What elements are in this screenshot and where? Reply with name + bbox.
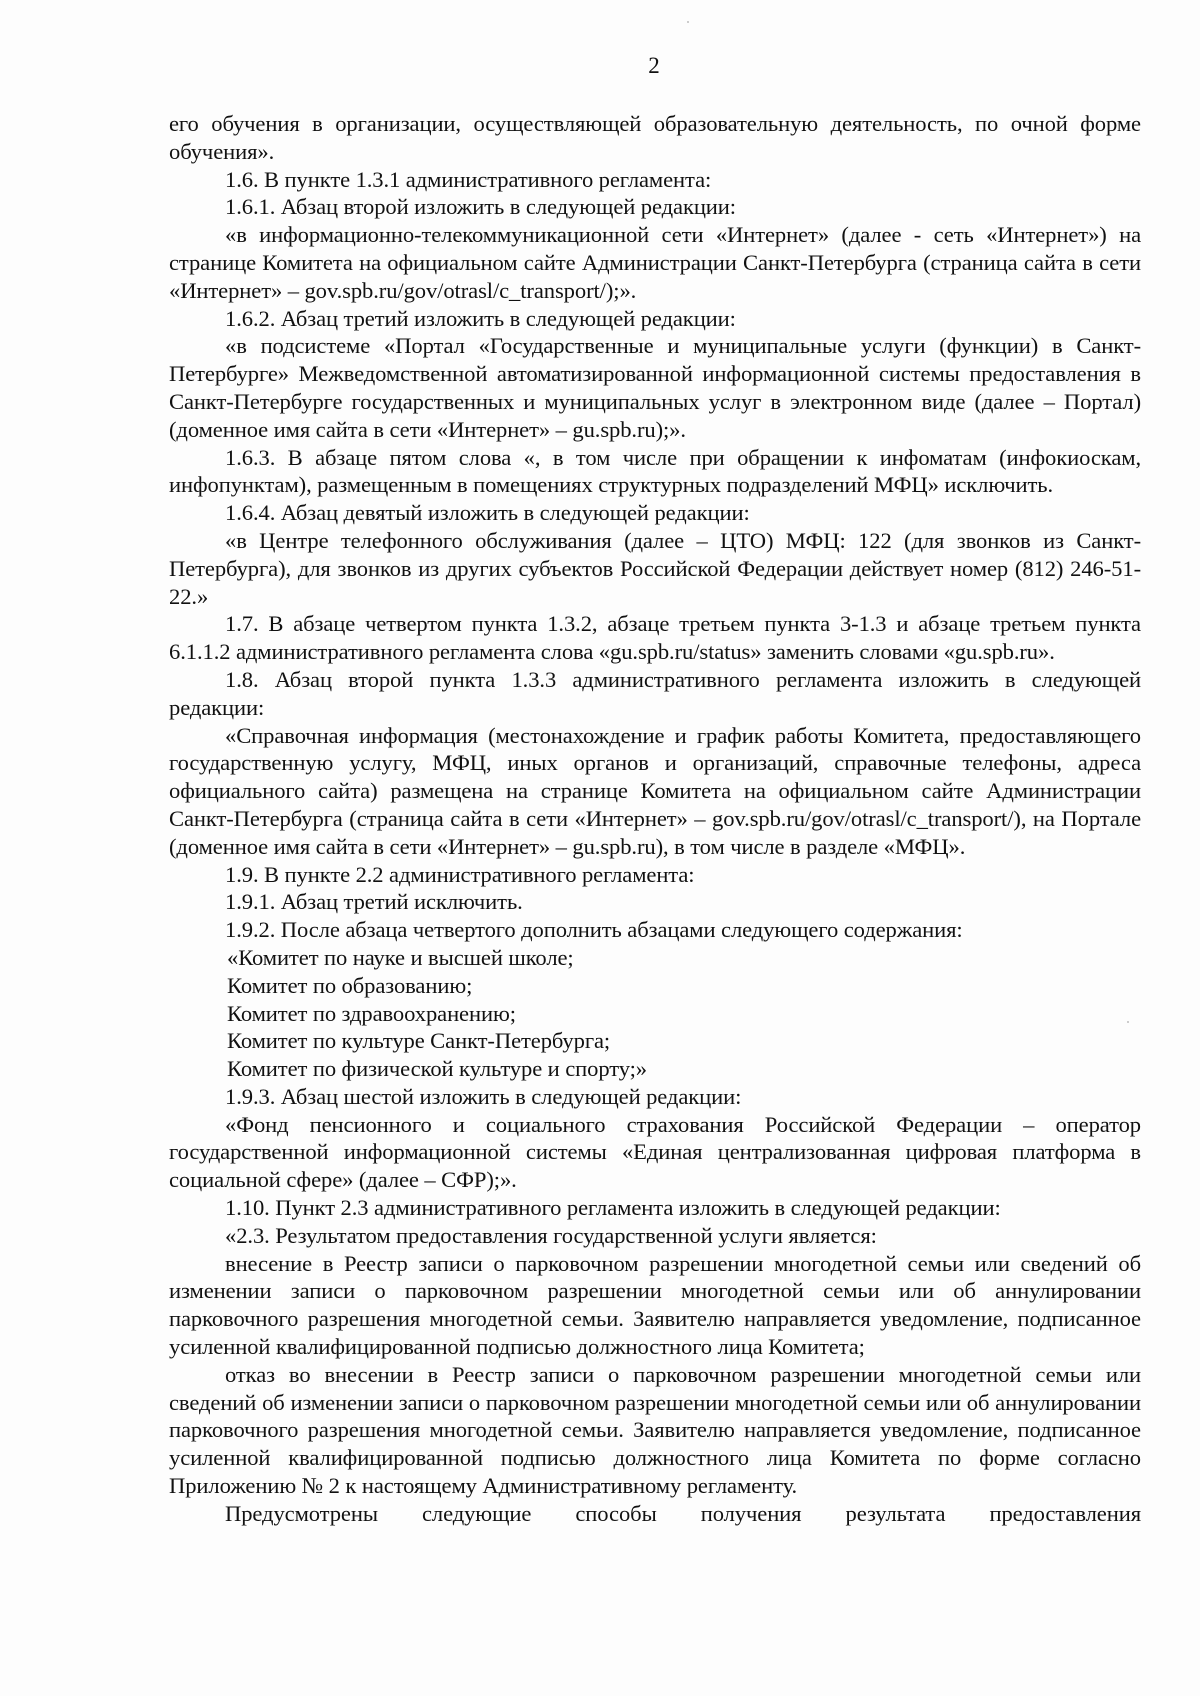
paragraph: «в подсистеме «Портал «Государственные и муниципальные услуги (функции) в Санкт-Петербурге» Межведомственной автоматизированной информационной системы предоставления в Санкт-Петербурге государственных и муниципальных услуг в электронном виде (далее – Портал) (доменное имя сайта в сети «Интернет» – gu.spb.ru);». [169,333,1141,442]
paragraph: Предусмотрены следующие способы получения результата предоставления [225,1500,1141,1526]
paragraph: 1.9.1. Абзац третий исключить. [225,889,523,915]
paragraph: 1.10. Пункт 2.3 административного регламента изложить в следующей редакции: [225,1195,1001,1221]
paragraph: 1.6.4. Абзац девятый изложить в следующей редакции: [225,500,750,526]
paragraph: 1.7. В абзаце четвертом пункта 1.3.2, абзаце третьем пункта 3-1.3 и абзаце третьем пункта 6.1.1.2 административного регламента слова «gu.spb.ru/status» заменить словами «gu.spb.ru». [169,611,1141,665]
paragraph: 1.6.1. Абзац второй изложить в следующей редакции: [225,194,736,220]
list-item: Комитет по здравоохранению; [227,1000,516,1026]
paragraph: «в информационно-телекоммуникационной сети «Интернет» (далее - сеть «Интернет») на странице Комитета на официальном сайте Администрации Санкт-Петербурга (страница сайта в сети «Интернет» – gov.spb.ru/gov/otrasl/c_transport/);». [169,222,1141,303]
paragraph: 1.6.3. В абзаце пятом слова «, в том числе при обращении к инфоматам (инфокиоскам, инфопунктам), размещенным в помещениях структурных подразделений МФЦ» исключить. [169,444,1141,498]
list-item: Комитет по физической культуре и спорту;» [227,1056,647,1082]
paragraph: 1.6.2. Абзац третий изложить в следующей редакции: [225,305,736,331]
paragraph: «в Центре телефонного обслуживания (далее – ЦТО) МФЦ: 122 (для звонков из Санкт-Петербурга), для звонков из других субъектов Российской Федерации действует номер (812) 246-51-22.» [169,527,1141,609]
document-body [169,110,1141,1528]
paragraph: отказ во внесении в Реестр записи о парковочном разрешении многодетной семьи или сведений об изменении записи о парковочном разрешении многодетной семьи или об аннулировании парковочного разрешения многодетной семьи. Заявителю направляется уведомление, подписанное усиленной квалифицированной подписью должностного лица Комитета по форме согласно Приложению № 2 к настоящему Административному регламенту. [169,1361,1141,1499]
paragraph: 1.6. В пункте 1.3.1 административного регламента: [225,166,712,192]
scan-speck [687,21,689,23]
paragraph: 1.9.3. Абзац шестой изложить в следующей редакции: [225,1083,742,1109]
paragraph: 1.9.2. После абзаца четвертого дополнить абзацами следующего содержания: [225,917,963,943]
list-item: Комитет по образованию; [227,972,473,998]
paragraph: внесение в Реестр записи о парковочном разрешении многодетной семьи или сведений об изменении записи о парковочном разрешении многодетной семьи или об аннулировании парковочного разрешения многодетной семьи. Заявителю направляется уведомление, подписанное усиленной квалифицированной подписью должностного лица Комитета; [169,1250,1141,1360]
paragraph: «Справочная информация (местонахождение и график работы Комитета, предоставляющего государственную услугу, МФЦ, иных органов и организаций, справочные телефоны, адреса официального сайта) размещена на странице Комитета на официальном сайте Администрации Санкт-Петербурга (страница сайта в сети «Интернет» – gov.spb.ru/gov/otrasl/c_transport/), на Портале (доменное имя сайта в сети «Интернет» – gu.spb.ru), в том числе в разделе «МФЦ». [169,722,1141,859]
paragraph: «2.3. Результатом предоставления государственной услуги является: [225,1222,877,1248]
list-item: «Комитет по науке и высшей школе; [227,944,574,970]
list-item: Комитет по культуре Санкт-Петербурга; [227,1028,611,1054]
page-number: 2 [648,53,660,78]
paragraph: его обучения в организации, осуществляющей образовательную деятельность, по очной форме обучения». [169,111,1141,164]
paragraph: 1.9. В пункте 2.2 административного регламента: [225,861,695,887]
paragraph: 1.8. Абзац второй пункта 1.3.3 административного регламента изложить в следующей редакции: [169,666,1141,720]
paragraph: «Фонд пенсионного и социального страхования Российской Федерации – оператор государственной информационной системы «Единая централизованная цифровая платформа в социальной сфере» (далее – СФР);». [169,1111,1141,1193]
